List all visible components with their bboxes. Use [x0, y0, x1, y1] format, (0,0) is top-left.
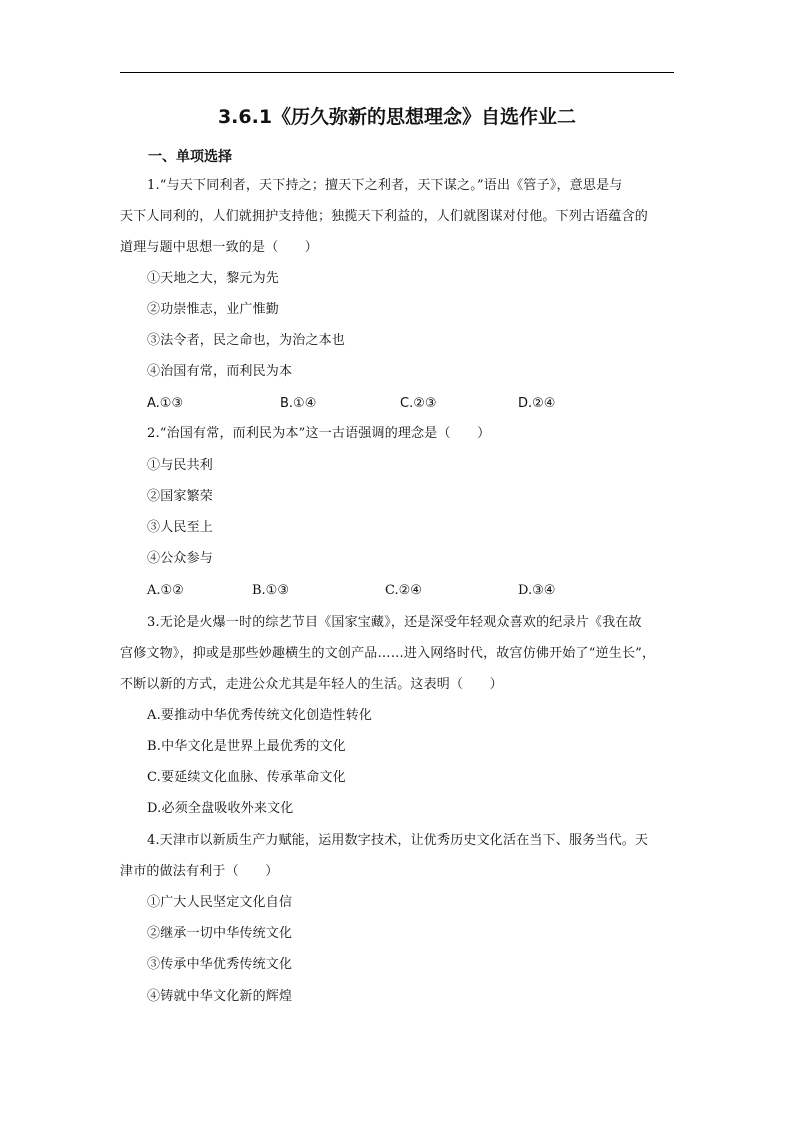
question-3-option-c[interactable]: C.要延续文化血脉、传承革命文化 [147, 770, 346, 785]
question-3-option-b[interactable]: B.中华文化是世界上最优秀的文化 [147, 739, 346, 754]
question-3-stem-line-2: 宫修文物》，抑或是那些妙趣横生的文创产品……进入网络时代，故宫仿佛开始了“逆生长”， [120, 646, 656, 661]
question-1-option-b[interactable]: B.①④ [280, 396, 317, 411]
header-rule [120, 72, 674, 73]
question-1-stem-line-1: 1.“与天下同利者，天下持之；擅天下之利者，天下谋之。”语出《管子》，意思是与 [147, 178, 623, 193]
question-2-option-d[interactable]: D.③④ [518, 583, 556, 598]
question-1-option-d[interactable]: D.②④ [518, 396, 556, 411]
question-3-option-a[interactable]: A.要推动中华优秀传统文化创造性转化 [147, 708, 373, 723]
question-2-option-b[interactable]: B.①③ [252, 583, 289, 598]
question-4-item-2: ②继承一切中华传统文化 [147, 926, 293, 941]
question-4-stem-line-1: 4.天津市以新质生产力赋能，运用数字技术，让优秀历史文化活在当下、服务当代。天 [147, 833, 649, 848]
question-1-item-4: ④治国有常，而利民为本 [147, 364, 293, 379]
page-title: 3.6.1《历久弥新的思想理念》自选作业二 [217, 106, 577, 128]
question-1-item-2: ②功崇惟志，业广惟勤 [147, 302, 280, 317]
question-4-item-3: ③传承中华优秀传统文化 [147, 957, 293, 972]
question-3-option-d[interactable]: D.必须全盘吸收外来文化 [147, 801, 294, 816]
question-3-stem-line-3: 不断以新的方式，走进公众尤其是年轻人的生活。这表明（ ） [120, 677, 503, 692]
question-1-option-c[interactable]: C.②③ [400, 396, 437, 411]
question-2-item-1: ①与民共利 [147, 458, 214, 473]
question-4-stem-line-2: 津市的做法有利于（ ） [120, 864, 279, 879]
question-2-item-3: ③人民至上 [147, 520, 214, 535]
question-4-item-4: ④铸就中华文化新的辉煌 [147, 989, 293, 1004]
question-4-item-1: ①广大人民坚定文化自信 [147, 895, 293, 910]
question-2-stem-line-1: 2.“治国有常，而利民为本”这一古语强调的理念是（ ） [147, 426, 491, 441]
section-heading: 一、单项选择 [148, 149, 232, 165]
question-2-item-4: ④公众参与 [147, 551, 214, 566]
question-2-item-2: ②国家繁荣 [147, 489, 214, 504]
question-3-stem-line-1: 3.无论是火爆一时的综艺节目《国家宝藏》，还是深受年轻观众喜欢的纪录片《我在故 [147, 615, 642, 630]
question-1-item-3: ③法令者，民之命也，为治之本也 [147, 333, 346, 348]
question-2-option-a[interactable]: A.①② [147, 583, 184, 598]
question-1-stem-line-3: 道理与题中思想一致的是（ ） [120, 240, 319, 255]
question-2-option-c[interactable]: C.②④ [385, 583, 422, 598]
question-1-option-a[interactable]: A.①③ [147, 396, 184, 411]
question-1-stem-line-2: 天下人同利的，人们就拥护支持他；独揽天下利益的，人们就图谋对付他。下列古语蕴含的 [120, 209, 649, 224]
question-1-item-1: ①天地之大，黎元为先 [147, 271, 280, 286]
